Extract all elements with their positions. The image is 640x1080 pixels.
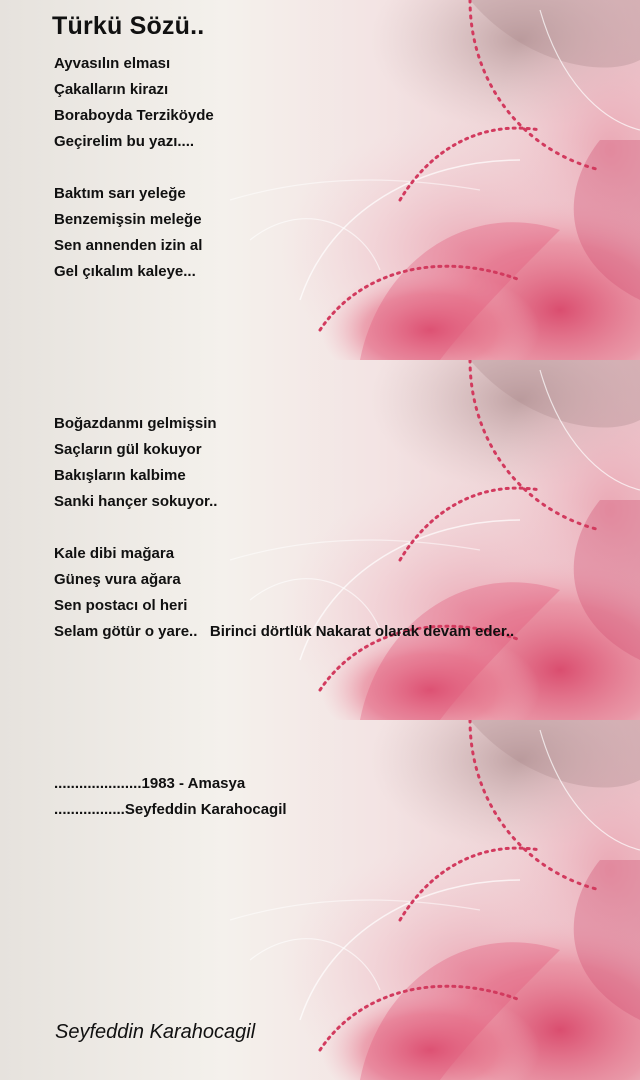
floral-background — [0, 360, 640, 720]
poem-line: Sen postacı ol heri — [54, 597, 188, 614]
poem-line: Sen annenden izin al — [54, 237, 203, 254]
poem-line: Gel çıkalım kaleye... — [54, 263, 196, 280]
floral-background-panel — [0, 0, 640, 360]
floral-background-panel — [0, 360, 640, 720]
poem-title: Türkü Sözü.. — [52, 12, 205, 40]
poem-line: Sanki hançer sokuyor.. — [54, 493, 218, 510]
poem-signature-line: .................Seyfeddin Karahocagil — [54, 801, 287, 818]
poem-line: Boraboyda Terziköyde — [54, 107, 214, 124]
poem-line: Benzemişsin meleğe — [54, 211, 202, 228]
poem-line: Selam götür o yare.. Birinci dörtlük Nakarat olarak devam eder.. — [54, 623, 515, 640]
poem-line: Bakışların kalbime — [54, 467, 186, 484]
poem-line: Geçirelim bu yazı.... — [54, 133, 195, 150]
poem-date-place: .....................1983 - Amasya — [54, 775, 246, 792]
poem-line: Kale dibi mağara — [54, 545, 175, 562]
poem-line: Boğazdanmı gelmişsin — [54, 415, 217, 432]
poem-line: Saçların gül kokuyor — [54, 441, 202, 458]
poem-line: Güneş vura ağara — [54, 571, 181, 588]
floral-background — [0, 0, 640, 360]
author-name: Seyfeddin Karahocagil — [55, 1021, 256, 1043]
poem-line: Ayvasılın elması — [54, 55, 171, 72]
poem-line: Baktım sarı yeleğe — [54, 185, 186, 202]
poem-line: Çakalların kirazı — [54, 81, 169, 98]
